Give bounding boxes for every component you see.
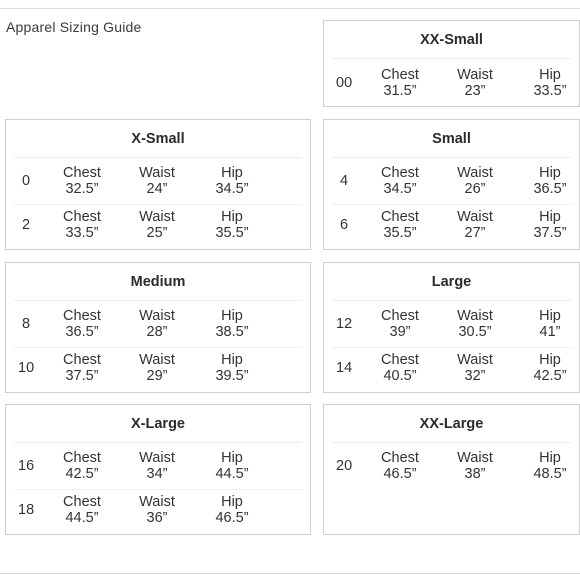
hip-value: 37.5” bbox=[533, 225, 567, 241]
chest-measure bbox=[52, 308, 112, 340]
waist-value: 25” bbox=[146, 225, 168, 241]
waist-value: 28” bbox=[146, 324, 168, 340]
waist-value: 34” bbox=[146, 466, 168, 482]
waist-label: Waist bbox=[457, 165, 493, 181]
hip-value: 34.5” bbox=[215, 181, 249, 197]
chest-value: 39” bbox=[389, 324, 411, 340]
chest-label: Chest bbox=[63, 308, 101, 324]
waist-label: Waist bbox=[457, 352, 493, 368]
size-number: 8 bbox=[22, 316, 31, 332]
size-card-x-small bbox=[5, 119, 311, 250]
size-row bbox=[324, 446, 579, 486]
waist-measure bbox=[445, 308, 505, 340]
waist-value: 38” bbox=[464, 466, 486, 482]
size-number: 0 bbox=[22, 173, 31, 189]
chest-value: 32.5” bbox=[65, 181, 99, 197]
chest-measure bbox=[370, 165, 430, 197]
chest-label: Chest bbox=[381, 209, 419, 225]
chest-label: Chest bbox=[63, 165, 101, 181]
divider bbox=[332, 300, 571, 301]
size-number: 2 bbox=[22, 217, 31, 233]
chest-label: Chest bbox=[63, 209, 101, 225]
hip-value: 44.5” bbox=[215, 466, 249, 482]
size-card-x-large bbox=[5, 404, 311, 535]
hip-measure bbox=[520, 352, 580, 384]
chest-measure bbox=[52, 352, 112, 384]
chest-label: Chest bbox=[381, 450, 419, 466]
hip-value: 42.5” bbox=[533, 368, 567, 384]
waist-label: Waist bbox=[457, 67, 493, 83]
chest-value: 33.5” bbox=[65, 225, 99, 241]
hip-label: Hip bbox=[221, 165, 243, 181]
waist-measure bbox=[127, 352, 187, 384]
hip-label: Hip bbox=[539, 165, 561, 181]
hip-measure bbox=[202, 165, 262, 197]
card-title: Small bbox=[432, 131, 471, 147]
chest-value: 40.5” bbox=[383, 368, 417, 384]
hip-label: Hip bbox=[539, 209, 561, 225]
hip-measure bbox=[520, 165, 580, 197]
chest-label: Chest bbox=[63, 494, 101, 510]
waist-measure bbox=[127, 209, 187, 241]
waist-label: Waist bbox=[139, 308, 175, 324]
waist-label: Waist bbox=[139, 209, 175, 225]
chest-label: Chest bbox=[381, 352, 419, 368]
hip-measure bbox=[202, 494, 262, 526]
chest-measure bbox=[370, 450, 430, 482]
waist-label: Waist bbox=[457, 450, 493, 466]
divider bbox=[332, 442, 571, 443]
waist-label: Waist bbox=[139, 450, 175, 466]
chest-label: Chest bbox=[381, 308, 419, 324]
chest-measure bbox=[52, 209, 112, 241]
hip-label: Hip bbox=[221, 209, 243, 225]
waist-measure bbox=[445, 165, 505, 197]
waist-value: 24” bbox=[146, 181, 168, 197]
divider bbox=[14, 300, 302, 301]
size-row bbox=[324, 161, 579, 201]
waist-measure bbox=[445, 352, 505, 384]
size-row bbox=[6, 304, 310, 344]
size-number: 20 bbox=[336, 458, 353, 474]
hip-measure bbox=[202, 209, 262, 241]
chest-measure bbox=[370, 209, 430, 241]
size-number: 00 bbox=[336, 75, 353, 91]
divider bbox=[332, 58, 571, 59]
hip-value: 38.5” bbox=[215, 324, 249, 340]
waist-value: 36” bbox=[146, 510, 168, 526]
waist-label: Waist bbox=[139, 494, 175, 510]
hip-value: 41” bbox=[539, 324, 561, 340]
waist-label: Waist bbox=[139, 165, 175, 181]
hip-value: 36.5” bbox=[533, 181, 567, 197]
chest-measure bbox=[370, 308, 430, 340]
hip-label: Hip bbox=[221, 308, 243, 324]
hip-measure bbox=[520, 450, 580, 482]
page-title: Apparel Sizing Guide bbox=[6, 19, 142, 35]
size-number: 18 bbox=[18, 502, 35, 518]
size-row bbox=[6, 490, 310, 530]
size-row bbox=[324, 348, 579, 388]
chest-value: 34.5” bbox=[383, 181, 417, 197]
hip-measure bbox=[202, 308, 262, 340]
waist-value: 30.5” bbox=[458, 324, 492, 340]
hip-label: Hip bbox=[539, 352, 561, 368]
card-title: X-Large bbox=[131, 416, 185, 432]
hip-measure bbox=[202, 352, 262, 384]
size-number: 4 bbox=[340, 173, 349, 189]
chest-measure bbox=[52, 450, 112, 482]
waist-value: 29” bbox=[146, 368, 168, 384]
bottom-divider bbox=[0, 573, 580, 574]
waist-measure bbox=[127, 450, 187, 482]
size-card-xx-small bbox=[323, 20, 580, 107]
size-number: 6 bbox=[340, 217, 349, 233]
size-card-large bbox=[323, 262, 580, 393]
chest-label: Chest bbox=[381, 67, 419, 83]
chest-measure bbox=[370, 67, 430, 99]
card-title: Medium bbox=[130, 274, 186, 290]
divider bbox=[14, 442, 302, 443]
waist-measure bbox=[445, 67, 505, 99]
chest-measure bbox=[52, 165, 112, 197]
hip-label: Hip bbox=[221, 450, 243, 466]
divider bbox=[332, 157, 571, 158]
chest-value: 37.5” bbox=[65, 368, 99, 384]
size-card-small bbox=[323, 119, 580, 250]
chest-value: 31.5” bbox=[383, 83, 417, 99]
size-row bbox=[324, 205, 579, 245]
size-card-xx-large bbox=[323, 404, 580, 535]
chest-label: Chest bbox=[381, 165, 419, 181]
hip-label: Hip bbox=[539, 67, 561, 83]
hip-label: Hip bbox=[221, 352, 243, 368]
waist-label: Waist bbox=[457, 308, 493, 324]
chest-label: Chest bbox=[63, 450, 101, 466]
chest-value: 46.5” bbox=[383, 466, 417, 482]
hip-measure bbox=[202, 450, 262, 482]
size-number: 14 bbox=[336, 360, 353, 376]
size-row bbox=[6, 161, 310, 201]
hip-label: Hip bbox=[221, 494, 243, 510]
hip-measure bbox=[520, 209, 580, 241]
waist-value: 27” bbox=[464, 225, 486, 241]
waist-value: 26” bbox=[464, 181, 486, 197]
waist-measure bbox=[127, 494, 187, 526]
chest-value: 42.5” bbox=[65, 466, 99, 482]
waist-measure bbox=[445, 450, 505, 482]
card-title: X-Small bbox=[131, 131, 185, 147]
size-row bbox=[324, 63, 579, 103]
hip-value: 46.5” bbox=[215, 510, 249, 526]
card-title: XX-Small bbox=[420, 32, 483, 48]
divider bbox=[14, 157, 302, 158]
waist-measure bbox=[127, 308, 187, 340]
card-title: XX-Large bbox=[419, 416, 484, 432]
size-number: 12 bbox=[336, 316, 353, 332]
waist-measure bbox=[445, 209, 505, 241]
waist-label: Waist bbox=[139, 352, 175, 368]
chest-value: 36.5” bbox=[65, 324, 99, 340]
card-title: Large bbox=[431, 274, 472, 290]
size-number: 10 bbox=[18, 360, 35, 376]
size-row bbox=[6, 446, 310, 486]
chest-value: 35.5” bbox=[383, 225, 417, 241]
hip-value: 33.5” bbox=[533, 83, 567, 99]
hip-label: Hip bbox=[539, 308, 561, 324]
waist-label: Waist bbox=[457, 209, 493, 225]
waist-value: 32” bbox=[464, 368, 486, 384]
chest-label: Chest bbox=[63, 352, 101, 368]
hip-measure bbox=[520, 308, 580, 340]
size-card-medium bbox=[5, 262, 311, 393]
size-row bbox=[324, 304, 579, 344]
hip-label: Hip bbox=[539, 450, 561, 466]
hip-measure bbox=[520, 67, 580, 99]
hip-value: 35.5” bbox=[215, 225, 249, 241]
waist-value: 23” bbox=[464, 83, 486, 99]
waist-measure bbox=[127, 165, 187, 197]
chest-measure bbox=[370, 352, 430, 384]
hip-value: 39.5” bbox=[215, 368, 249, 384]
size-number: 16 bbox=[18, 458, 35, 474]
size-row bbox=[6, 205, 310, 245]
size-row bbox=[6, 348, 310, 388]
chest-measure bbox=[52, 494, 112, 526]
top-divider bbox=[0, 8, 580, 9]
hip-value: 48.5” bbox=[533, 466, 567, 482]
chest-value: 44.5” bbox=[65, 510, 99, 526]
